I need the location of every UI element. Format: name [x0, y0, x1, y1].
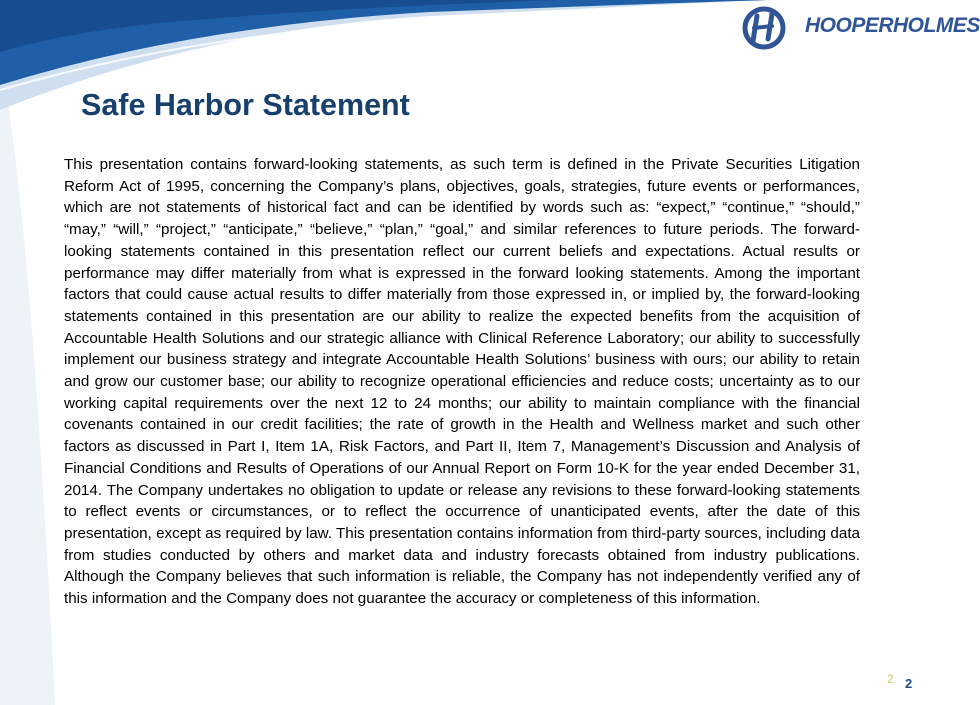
page-number-ghost: 2 [887, 672, 894, 686]
logo-mark-h-bar [754, 26, 772, 28]
brand-wordmark: HOOPERHOLMES [805, 14, 980, 37]
page-number: 2 [905, 676, 913, 691]
slide-title: Safe Harbor Statement [81, 88, 410, 122]
left-pale-band [0, 60, 55, 705]
safe-harbor-body: This presentation contains forward-looking statements, as such term is defined in the Private Securities Litigation Reform Act of 1995, concerning the Company’s plans, objectives, goals, strategies, future events or performances, which are not statements of historical fact and can be identified by words such as: “expect,” “continue,” “should,” “may,” “will,” “project,” “anticipate,” “believe,” “plan,” “goal,” and similar references to future periods. The forward-looking statements contained in this presentation reflect our current beliefs and expectations. Actual results or performance may differ materially from what is expressed in the forward looking statements. Among the important factors that could cause actual results to differ materially from those expressed in, or implied by, the forward-looking statements contained in this presentation are our ability to realize the expected benefits from the acquisition of Accountable Health Solutions and our strategic alliance with Clinical Reference Laboratory; our ability to successfully implement our business strategy and integrate Accountable Health Solutions’ business with ours; our ability to retain and grow our customer base; our ability to recognize operational efficiencies and reduce costs; uncertainty as to our working capital requirements over the next 12 to 24 months; our ability to maintain compliance with the financial covenants contained in our credit facilities; the rate of growth in the Health and Wellness market and such other factors as discussed in Part I, Item 1A, Risk Factors, and Part II, Item 7, Management’s Discussion and Analysis of Financial Conditions and Results of Operations of our Annual Report on Form 10-K for the year ended December 31, 2014. The Company undertakes no obligation to update or release any revisions to these forward-looking statements to reflect events or circumstances, or to reflect the occurrence of unanticipated events, after the date of this presentation, except as required by law. This presentation contains information from third-party sources, including data from studies conducted by others and market data and industry forecasts obtained from industry publications. Although the Company believes that such information is reliable, the Company has not independently verified any of this information and the Company does not guarantee the accuracy or completeness of this information. [64, 156, 860, 608]
